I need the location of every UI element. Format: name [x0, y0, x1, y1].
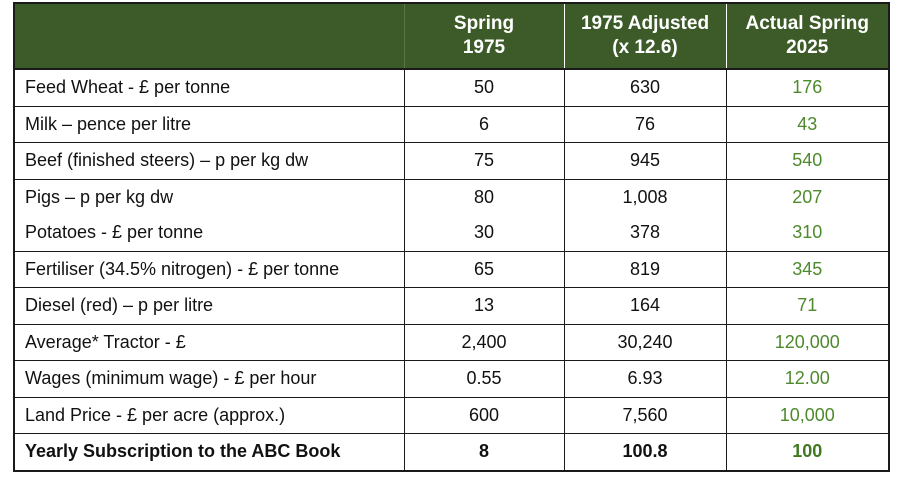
- table-row: [14, 361, 889, 398]
- row-1975-adjusted: 378: [564, 215, 726, 251]
- row-1975-adjusted: 100.8: [564, 434, 726, 471]
- header-actual-spring-2025-line2: 2025: [786, 37, 829, 58]
- row-item: Diesel (red) – p per litre: [14, 288, 404, 325]
- table-row: [14, 106, 889, 143]
- price-comparison-table: [13, 2, 890, 472]
- row-actual-2025: 100: [726, 434, 889, 471]
- table-row: [14, 69, 889, 106]
- row-actual-2025: 12.00: [726, 361, 889, 398]
- row-actual-2025: 345: [726, 251, 889, 288]
- row-1975-adjusted: 945: [564, 143, 726, 180]
- row-1975-adjusted: 30,240: [564, 324, 726, 361]
- table-row: [14, 179, 889, 215]
- table-row: [14, 143, 889, 180]
- table-row: [14, 251, 889, 288]
- row-spring-1975: 6: [404, 106, 564, 143]
- header-actual-spring-2025-line1: Actual Spring: [745, 13, 869, 34]
- row-spring-1975: 2,400: [404, 324, 564, 361]
- row-item: Beef (finished steers) – p per kg dw: [14, 143, 404, 180]
- row-actual-2025: 540: [726, 143, 889, 180]
- row-item: Feed Wheat - £ per tonne: [14, 69, 404, 106]
- row-item: Average* Tractor - £: [14, 324, 404, 361]
- row-item: Fertiliser (34.5% nitrogen) - £ per tonne: [14, 251, 404, 288]
- header-1975-adjusted: [564, 3, 726, 69]
- row-spring-1975: 600: [404, 397, 564, 434]
- row-1975-adjusted: 6.93: [564, 361, 726, 398]
- row-item: Wages (minimum wage) - £ per hour: [14, 361, 404, 398]
- row-spring-1975: 30: [404, 215, 564, 251]
- header-spring-1975: [404, 3, 564, 69]
- row-spring-1975: 13: [404, 288, 564, 325]
- row-spring-1975: 50: [404, 69, 564, 106]
- row-spring-1975: 65: [404, 251, 564, 288]
- row-item: Yearly Subscription to the ABC Book: [14, 434, 404, 471]
- table-row: [14, 288, 889, 325]
- row-actual-2025: 43: [726, 106, 889, 143]
- row-item: Potatoes - £ per tonne: [14, 215, 404, 251]
- row-1975-adjusted: 630: [564, 69, 726, 106]
- header-row: [14, 3, 889, 69]
- row-actual-2025: 10,000: [726, 397, 889, 434]
- row-actual-2025: 71: [726, 288, 889, 325]
- row-actual-2025: 310: [726, 215, 889, 251]
- price-comparison-table-wrapper: [13, 2, 888, 472]
- row-1975-adjusted: 164: [564, 288, 726, 325]
- row-actual-2025: 120,000: [726, 324, 889, 361]
- row-spring-1975: 8: [404, 434, 564, 471]
- header-spring-1975-line2: 1975: [462, 37, 506, 58]
- row-actual-2025: 207: [726, 179, 889, 215]
- row-item: Milk – pence per litre: [14, 106, 404, 143]
- row-spring-1975: 0.55: [404, 361, 564, 398]
- table-row-total: [14, 434, 889, 471]
- row-1975-adjusted: 1,008: [564, 179, 726, 215]
- header-spring-1975-line1: Spring: [453, 13, 515, 34]
- header-item-column: [14, 3, 404, 69]
- table-row: [14, 215, 889, 251]
- header-1975-adjusted-line1: 1975 Adjusted: [580, 13, 710, 34]
- row-item: Pigs – p per kg dw: [14, 179, 404, 215]
- row-spring-1975: 75: [404, 143, 564, 180]
- header-actual-spring-2025: [726, 3, 889, 69]
- row-actual-2025: 176: [726, 69, 889, 106]
- header-1975-adjusted-line2: (x 12.6): [612, 37, 678, 58]
- row-spring-1975: 80: [404, 179, 564, 215]
- row-1975-adjusted: 819: [564, 251, 726, 288]
- row-item: Land Price - £ per acre (approx.): [14, 397, 404, 434]
- table-row: [14, 324, 889, 361]
- table-row: [14, 397, 889, 434]
- row-1975-adjusted: 76: [564, 106, 726, 143]
- row-1975-adjusted: 7,560: [564, 397, 726, 434]
